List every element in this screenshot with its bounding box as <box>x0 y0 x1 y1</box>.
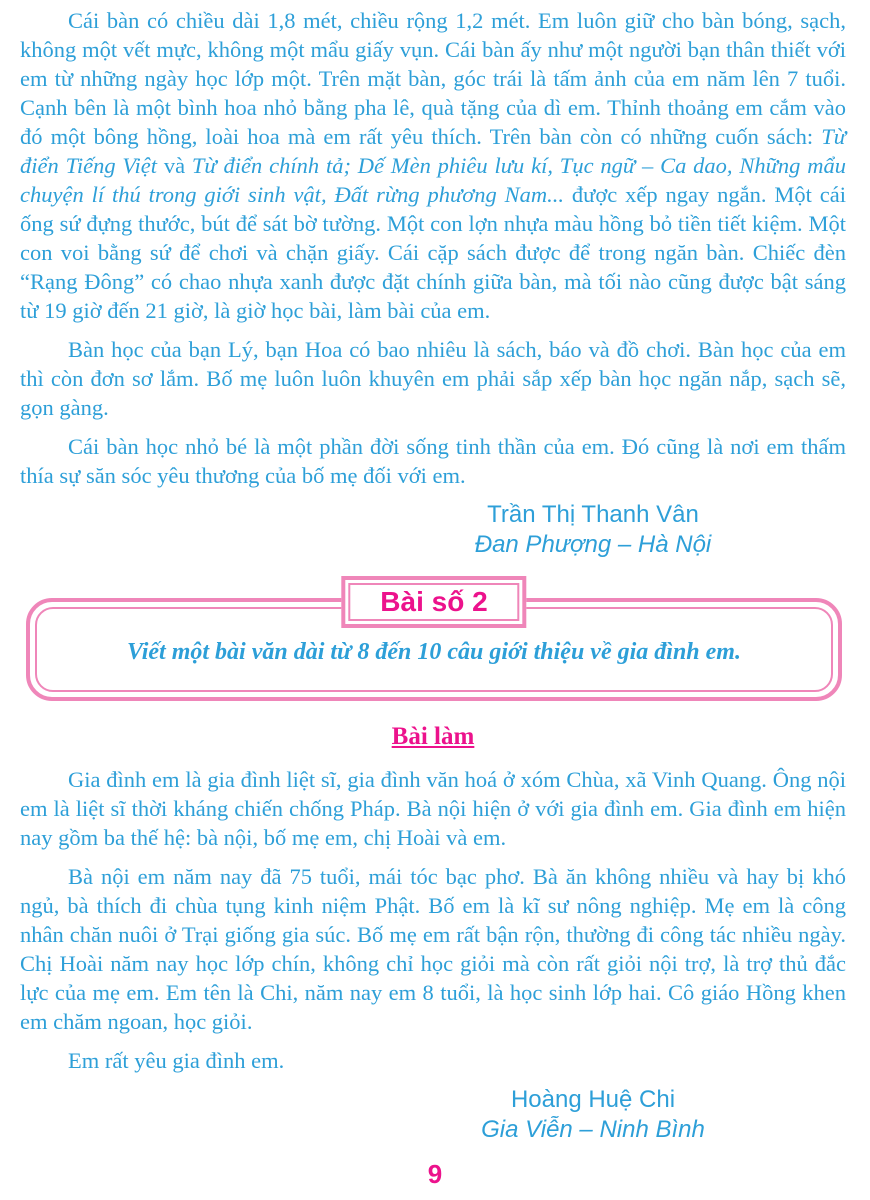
section-heading: Bài làm <box>391 723 475 750</box>
signature-place: Gia Viễn – Ninh Bình <box>481 1116 705 1143</box>
paragraph: Cái bàn có chiều dài 1,8 mét, chiều rộng 1,2 mét. Em luôn giữ cho bàn bóng, sạch, không một vết mực, không một mẩu giấy vụn. Cái bàn ấy như một người bạn thân thiết với em từ những ngày học lớp một. Trên mặt bàn, góc trái là tấm ảnh của em năm lên 7 tuổi. Cạnh bên là một bình hoa nhỏ bằng pha lê, quà tặng của dì em. Thỉnh thoảng em cắm vào đó một bông hồng, loài hoa mà em rất yêu thích. Trên bàn còn có những cuốn sách: Từ điển Tiếng Việt và Từ điển chính tả; Dế Mèn phiêu lưu kí, Tục ngữ – Ca dao, Những mẩu chuyện lí thú trong giới sinh vật, Đất rừng phương Nam... được xếp ngay ngắn. Một cái ống sứ đựng thước, bút để sát bờ tường. Một con lợn nhựa màu hồng bỏ tiền tiết kiệm. Một con voi bằng sứ để chơi và chặn giấy. Cái cặp sách được để trong ngăn bàn. Chiếc đèn “Rạng Đông” có chao nhựa xanh được đặt chính giữa bàn, mà tối nào cũng được bật sáng từ 19 giờ đến 21 giờ, là giờ học bài, làm bài của em. <box>20 8 847 323</box>
signature-name: Trần Thị Thanh Vân <box>487 501 699 528</box>
exercise-prompt: Viết một bài văn dài từ 8 đến 10 câu giới thiệu về gia đình em. <box>127 639 741 665</box>
exercise-box <box>26 586 842 701</box>
essay-1-body <box>20 6 846 490</box>
essay-2-body <box>20 765 846 1075</box>
paragraph: Bàn học của bạn Lý, bạn Hoa có bao nhiêu là sách, báo và đồ chơi. Bàn học của em thì còn đơn sơ lắm. Bố mẹ luôn luôn khuyên em phải sắp xếp bàn học ngăn nắp, sạch sẽ, gọn gàng. <box>20 337 846 420</box>
paragraph: Em rất yêu gia đình em. <box>68 1048 285 1073</box>
paragraph: Bà nội em năm nay đã 75 tuổi, mái tóc bạc phơ. Bà ăn không nhiều và hay bị khó ngủ, bà thích đi chùa tụng kinh niệm Phật. Bố em là kĩ sư nông nghiệp. Mẹ em là công nhân chăn nuôi ở Trại giống gia súc. Bố mẹ em rất bận rộn, thường đi công tác nhiều ngày. Chị Hoài năm nay học lớp chín, không chỉ học giỏi mà còn rất giỏi nội trợ, là trợ thủ đắc lực của mẹ em. Em tên là Chi, năm nay em 8 tuổi, là học sinh lớp hai. Cô giáo Hồng khen em chăm ngoan, học giỏi. <box>20 864 846 1034</box>
paragraph: Cái bàn học nhỏ bé là một phần đời sống tinh thần của em. Đó cũng là nơi em thấm thía sự săn sóc yêu thương của bố mẹ đối với em. <box>20 434 846 488</box>
signature-block-2 <box>428 1085 758 1145</box>
paragraph: Gia đình em là gia đình liệt sĩ, gia đình văn hoá ở xóm Chùa, xã Vinh Quang. Ông nội em là liệt sĩ thời kháng chiến chống Pháp. Bà nội hiện ở với gia đình em. Gia đình em hiện nay gồm ba thế hệ: bà nội, bố mẹ em, chị Hoài và em. <box>20 767 846 850</box>
signature-block-1 <box>428 500 758 560</box>
exercise-label-badge <box>341 576 526 628</box>
page-number: 9 <box>427 1159 443 1189</box>
signature-name: Hoàng Huệ Chi <box>510 1086 676 1113</box>
exercise-label: Bài số 2 <box>348 583 519 621</box>
signature-place: Đan Phượng – Hà Nội <box>474 531 712 558</box>
